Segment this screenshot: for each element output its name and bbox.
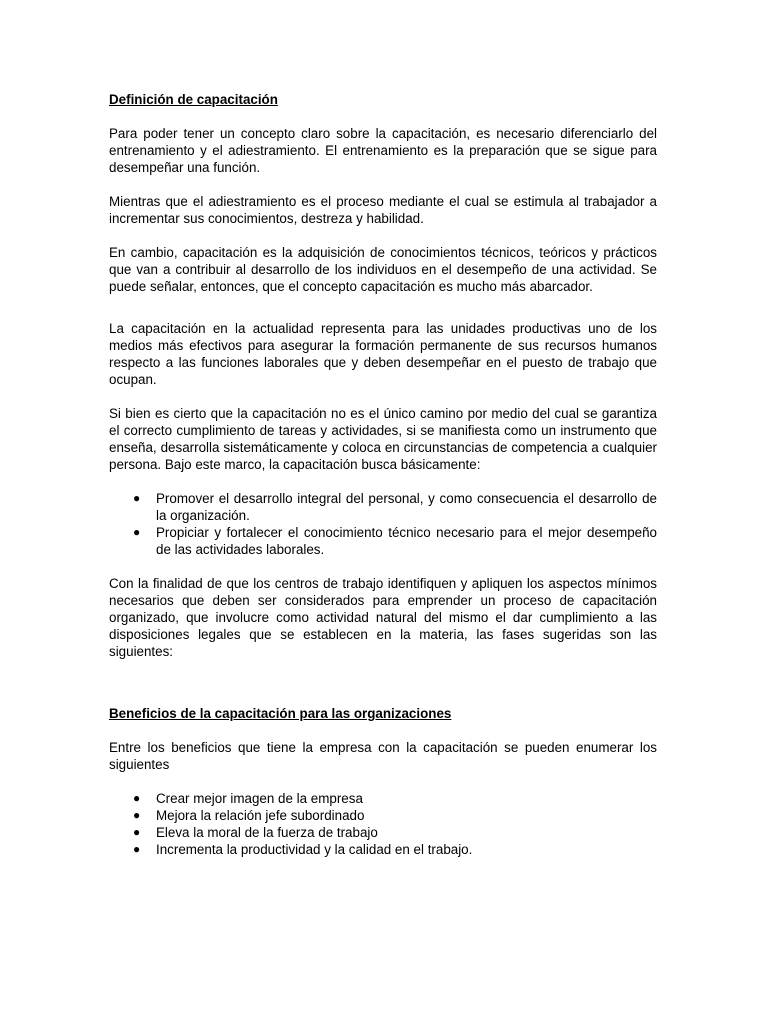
bullet-icon: ● <box>133 842 141 856</box>
list-item <box>109 807 657 824</box>
list-item-text: Mejora la relación jefe subordinado <box>156 808 365 823</box>
document-page <box>109 91 657 858</box>
benefits-list <box>109 790 657 858</box>
bullet-icon: ● <box>133 791 141 805</box>
list-item-text: Propiciar y fortalecer el conocimiento técnico necesario para el mejor desempeño de las actividades laborales. <box>156 525 657 557</box>
paragraph-adiestramiento: Mientras que el adiestramiento es el proceso mediante el cual se estimula al trabajador a incrementar sus conocimientos, destreza y habilidad. <box>109 194 657 226</box>
list-item-text: Incrementa la productividad y la calidad en el trabajo. <box>156 842 473 857</box>
list-item-text: Crear mejor imagen de la empresa <box>156 791 363 806</box>
paragraph-capacitacion: En cambio, capacitación es la adquisición de conocimientos técnicos, teóricos y prácticos que van a contribuir al desarrollo de los individuos en el desempeño de una actividad. Se puede señalar, entonces, que el concepto capacitación es mucho más abarcador. <box>109 245 657 294</box>
objectives-list <box>109 490 657 558</box>
paragraph-si-bien: Si bien es cierto que la capacitación no es el único camino por medio del cual se garantiza el correcto cumplimiento de tareas y actividades, si se manifiesta como un instrumento que enseña, desarrolla sistemáticamente y coloca en circunstancias de competencia a cualquier persona. Bajo este marco, la capacitación busca básicamente: <box>109 406 657 472</box>
paragraph-benefits: Entre los beneficios que tiene la empresa con la capacitación se pueden enumerar los siguientes <box>109 740 657 772</box>
list-item <box>109 824 657 841</box>
paragraph-actualidad: La capacitación en la actualidad representa para las unidades productivas uno de los medios más efectivos para asegurar la formación permanente de sus recursos humanos respecto a las funciones laborales que y deben desempeñar en el puesto de trabajo que ocupan. <box>109 321 657 387</box>
list-item <box>109 524 657 558</box>
section-heading-definition: Definición de capacitación <box>109 92 278 107</box>
bullet-icon: ● <box>133 525 141 539</box>
list-item-text: Eleva la moral de la fuerza de trabajo <box>156 825 378 840</box>
bullet-icon: ● <box>133 825 141 839</box>
paragraph-concept: Para poder tener un concepto claro sobre la capacitación, es necesario diferenciarlo del entrenamiento y el adiestramiento. El entrenamiento es la preparación que se sigue para desempeñar una función. <box>109 126 657 175</box>
bullet-icon: ● <box>133 808 141 822</box>
bullet-icon: ● <box>133 491 141 505</box>
section-heading-benefits: Beneficios de la capacitación para las organizaciones <box>109 706 452 721</box>
list-item-text: Promover el desarrollo integral del personal, y como consecuencia el desarrollo de la organización. <box>156 491 657 523</box>
list-item <box>109 490 657 524</box>
list-item <box>109 790 657 807</box>
paragraph-finalidad: Con la finalidad de que los centros de trabajo identifiquen y apliquen los aspectos mínimos necesarios que deben ser considerados para emprender un proceso de capacitación organizado, que involucre como actividad natural del mismo el dar cumplimiento a las disposiciones legales que se establecen en la materia, las fases sugeridas son las siguientes: <box>109 576 657 659</box>
list-item <box>109 841 657 858</box>
